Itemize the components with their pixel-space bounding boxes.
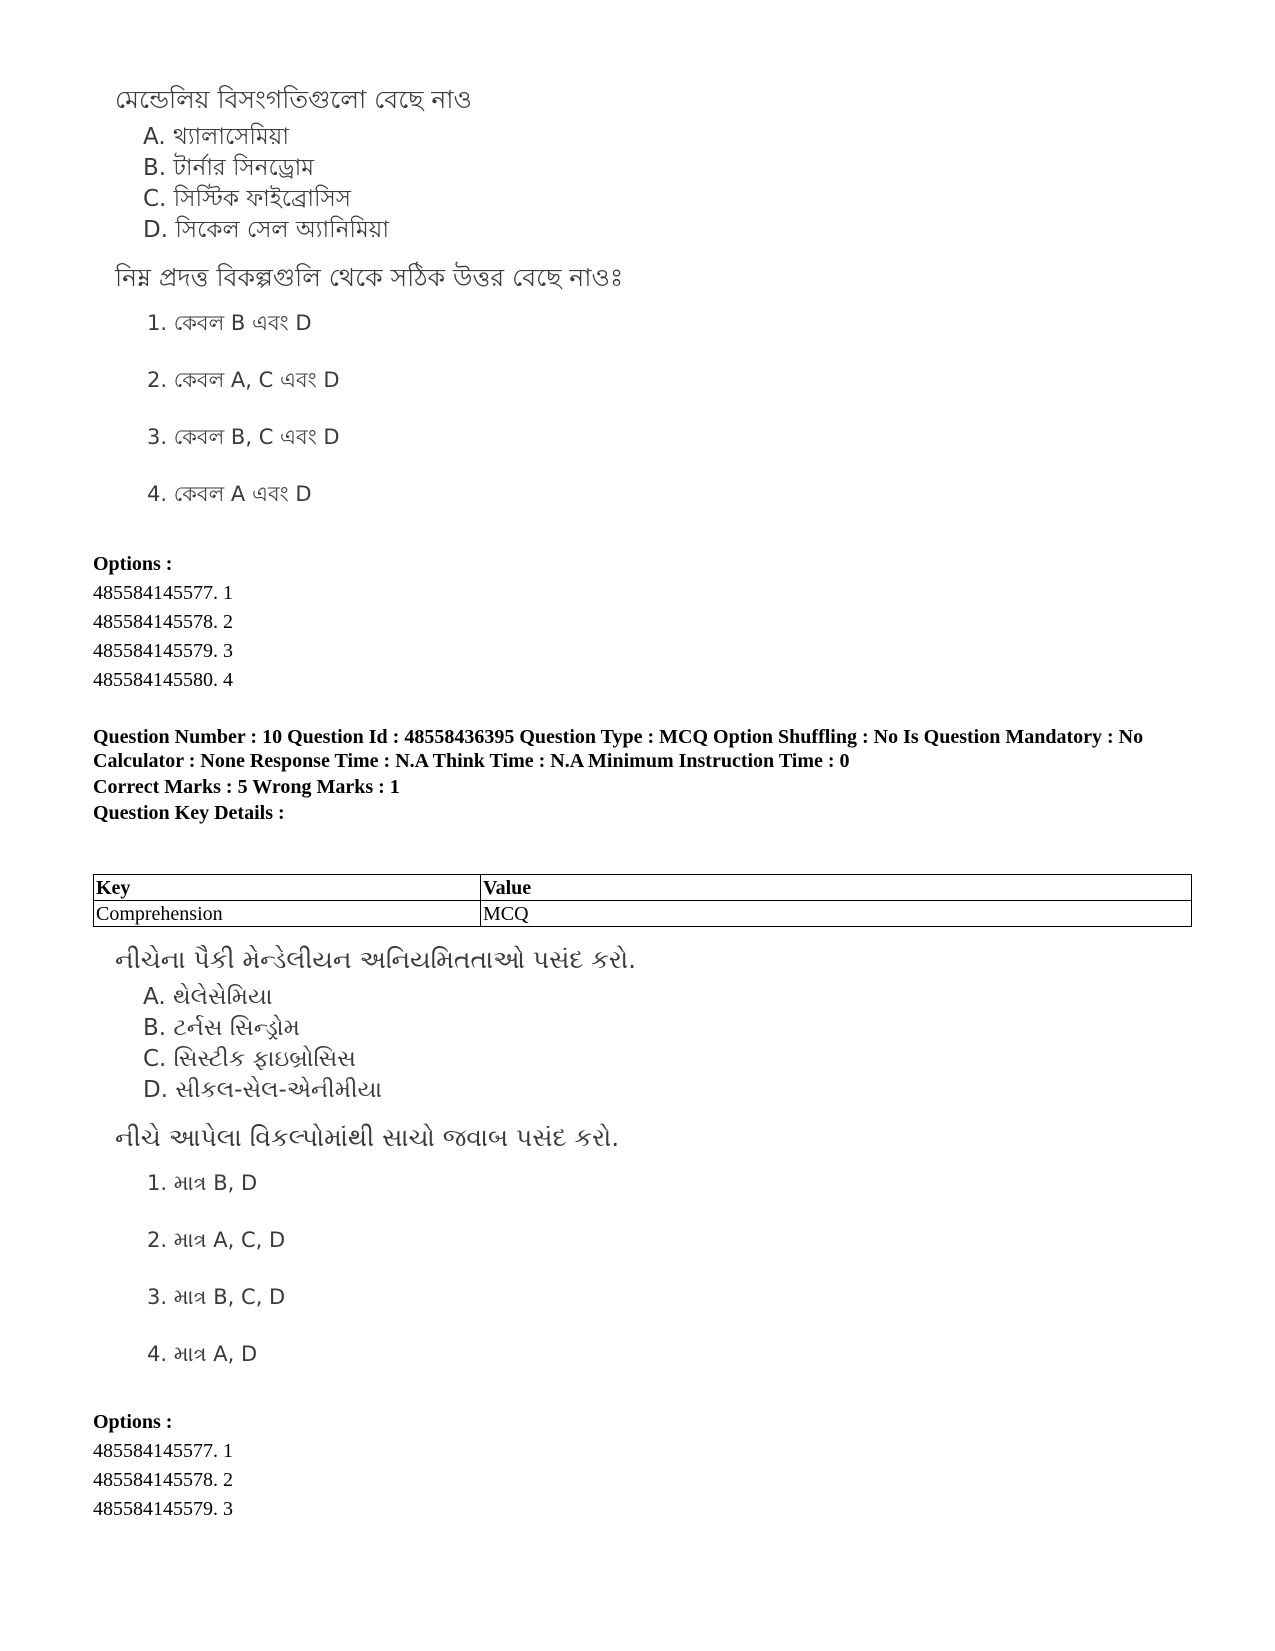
table-header-cell: Value — [481, 875, 1192, 901]
answer-prompt: નીચે આપેલા વિકલ્પોમાંથી સાચો જવાબ પસંદ કરો. — [115, 1123, 620, 1152]
key-details-heading: Question Key Details : — [93, 802, 285, 824]
key-value-table — [93, 874, 1192, 927]
option-item: 485584145579. 3 — [93, 640, 233, 662]
choice-list — [115, 308, 623, 536]
statement-item: A. থ্যালাসেমিয়া — [143, 124, 289, 150]
table-cell: Comprehension — [94, 901, 481, 927]
options-list — [93, 550, 233, 695]
choice-list — [115, 1168, 636, 1396]
statement-item: C. સિસ્ટીક ફાઇબ્રોસિસ — [143, 1046, 356, 1072]
question-image-bengali — [115, 84, 623, 536]
option-item: 485584145580. 4 — [93, 669, 233, 691]
choice-item: 3. কেবল B, C এবং D — [147, 425, 340, 449]
option-item: 485584145578. 2 — [93, 611, 233, 633]
statement-item: B. টার্নার সিনড্রোম — [143, 155, 315, 181]
choice-item: 4. માત્ર A, D — [147, 1342, 258, 1366]
option-item: 485584145577. 1 — [93, 582, 233, 604]
answer-prompt: নিম্ন প্রদত্ত বিকল্পগুলি থেকে সঠিক উত্তর বেছে নাওঃ — [115, 263, 624, 292]
statement-list — [115, 982, 636, 1106]
choice-item: 1. માત્ર B, D — [147, 1171, 258, 1195]
table-header-row — [94, 875, 1192, 901]
statement-list — [115, 122, 623, 246]
option-item: 485584145577. 1 — [93, 1440, 233, 1462]
question-stem: નીચેના પૈકી મેન્ડેલીયન અનિયમિતતાઓ પસંદ કરો. — [115, 945, 637, 974]
question-metadata — [93, 725, 1193, 825]
statement-item: D. સીકલ-સેલ-એનીમીયા — [143, 1077, 383, 1103]
statement-item: D. সিকেল সেল অ্যানিমিয়া — [143, 217, 389, 243]
marks-info: Correct Marks : 5 Wrong Marks : 1 — [93, 776, 400, 798]
choice-item: 3. માત્ર B, C, D — [147, 1285, 286, 1309]
question-info: Question Number : 10 Question Id : 48558436395 Question Type : MCQ Option Shuffling : No Is Question Mandatory : No Calculator : None Response Time : N.A Think Time : N.A Minimum Instruction Time : 0 — [93, 726, 1144, 772]
option-item: 485584145578. 2 — [93, 1469, 233, 1491]
table-cell: MCQ — [481, 901, 1192, 927]
options-list — [93, 1408, 233, 1524]
choice-item: 1. কেবল B এবং D — [147, 311, 312, 335]
choice-item: 2. কেবল A, C এবং D — [147, 368, 340, 392]
statement-item: C. সিস্টিক ফাইব্রোসিস — [143, 186, 351, 212]
question-stem: মেন্ডেলিয় বিসংগতিগুলো বেছে নাও — [115, 85, 472, 114]
question-image-gujarati — [115, 944, 636, 1396]
options-heading: Options : — [93, 1411, 173, 1433]
choice-item: 4. কেবল A এবং D — [147, 482, 312, 506]
statement-item: A. થેલેસેમિયા — [143, 984, 273, 1010]
option-item: 485584145579. 3 — [93, 1498, 233, 1520]
table-row — [94, 901, 1192, 927]
options-heading: Options : — [93, 553, 173, 575]
table-header-cell: Key — [94, 875, 481, 901]
statement-item: B. ટર્નસ સિન્ડ્રોમ — [143, 1015, 300, 1041]
choice-item: 2. માત્ર A, C, D — [147, 1228, 286, 1252]
